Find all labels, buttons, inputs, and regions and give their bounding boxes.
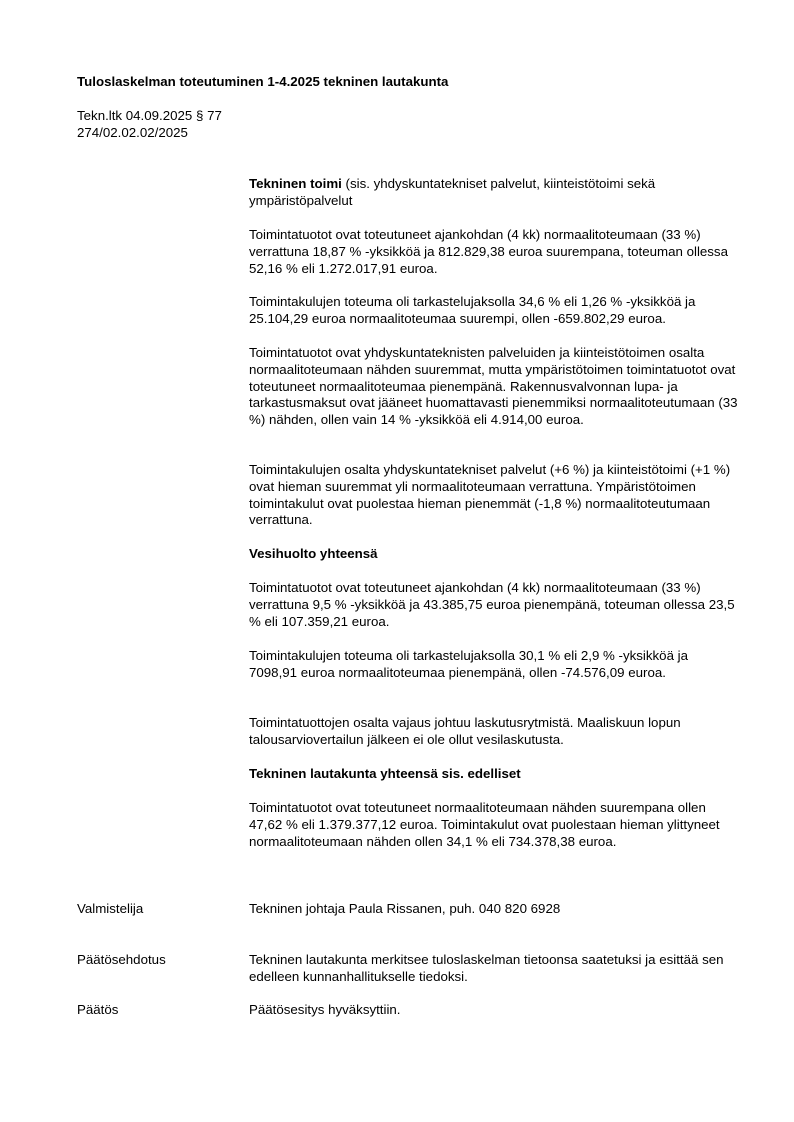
tekninen-toimi-paragraph-3: Toimintatuotot ovat yhdyskuntateknisten palveluiden ja kiinteistötoimen osalta normaalitoteumaan nähden suuremmat, mutta ympäristötoimen toimintatuotot ovat toteutuneet normaalitoteumaa pienempänä. Rakennusvalvonnan lupa- ja tarkastusmaksut ovat jääneet huomattavasti pienemmiksi normaalitoteutumaan (33 %) nähden, ollen vain 14 % -yksikköä eli 4.914,00 euroa. [249, 345, 738, 428]
section-heading-tekninen-toimi: Tekninen toimi [249, 176, 342, 191]
tekninen-toimi-paragraph-2: Toimintakulujen toteuma oli tarkastelujaksolla 34,6 % eli 1,26 % -yksikköä ja 25.104,29 euroa normaalitoteumaa suurempi, ollen -659.802,29 euroa. [249, 294, 696, 326]
section-heading-lautakunta-yhteensa: Tekninen lautakunta yhteensä sis. edelliset [249, 766, 521, 781]
paatosehdotus-label: Päätösehdotus [77, 952, 166, 967]
valmistelija-value: Tekninen johtaja Paula Rissanen, puh. 040 820 6928 [249, 901, 561, 916]
section-heading-vesihuolto: Vesihuolto yhteensä [249, 546, 378, 561]
vesihuolto-paragraph-1: Toimintatuotot ovat toteutuneet ajankohdan (4 kk) normaalitoteumaan (33 %) verrattuna 9,5 % -yksikköä ja 43.385,75 euroa pienempänä, toteuman ollessa 23,5 % eli 107.359,21 euroa. [249, 580, 735, 629]
paatos-label: Päätös [77, 1002, 119, 1017]
section-tekninen-toimi-intro [249, 176, 739, 210]
vesihuolto-paragraph-3: Toimintatuottojen osalta vajaus johtuu laskutusrytmistä. Maaliskuun lopun talousarviovertailun jälkeen ei ole ollut vesilaskutusta. [249, 715, 681, 747]
meeting-reference: Tekn.ltk 04.09.2025 § 77 [77, 108, 222, 123]
tekninen-toimi-paragraph-1: Toimintatuotot ovat toteutuneet ajankohdan (4 kk) normaalitoteumaan (33 %) verrattuna 18,87 % -yksikköä ja 812.829,38 euroa suurempana, toteuman ollessa 52,16 % eli 1.272.017,91 euroa. [249, 227, 728, 276]
diary-number: 274/02.02.02/2025 [77, 124, 188, 140]
section-heading-description: (sis. yhdyskuntatekniset palvelut, kiinteistötoimi sekä ympäristöpalvelut [249, 176, 656, 208]
paatosehdotus-value: Tekninen lautakunta merkitsee tuloslaskelman tietoonsa saatetuksi ja esittää sen edelleen kunnanhallitukselle tiedoksi. [249, 952, 724, 984]
document-title: Tuloslaskelman toteutuminen 1-4.2025 tekninen lautakunta [77, 74, 449, 89]
paatos-value: Päätösesitys hyväksyttiin. [249, 1002, 401, 1017]
lautakunta-yhteensa-paragraph-1: Toimintatuotot ovat toteutuneet normaalitoteumaan nähden suurempana ollen 47,62 % eli 1.379.377,12 euroa. Toimintakulut ovat puolestaan hieman ylittyneet normaalitoteumaan nähden ollen 34,1 % eli 734.378,38 euroa. [249, 800, 720, 849]
reference-block [77, 108, 222, 142]
tekninen-toimi-paragraph-4: Toimintakulujen osalta yhdyskuntatekniset palvelut (+6 %) ja kiinteistötoimi (+1 %) ovat hieman suuremmat yli normaalitoteumaan verrattuna. Ympäristötoimen toimintakulut ovat puolestaa hieman pienemmät (-1,8 %) normaalitoteutumaan verrattuna. [249, 462, 731, 528]
valmistelija-label: Valmistelija [77, 901, 144, 916]
vesihuolto-paragraph-2: Toimintakulujen toteuma oli tarkastelujaksolla 30,1 % eli 2,9 % -yksikköä ja 7098,91 euroa normaalitoteumaa pienempänä, ollen -74.576,09 euroa. [249, 648, 689, 680]
